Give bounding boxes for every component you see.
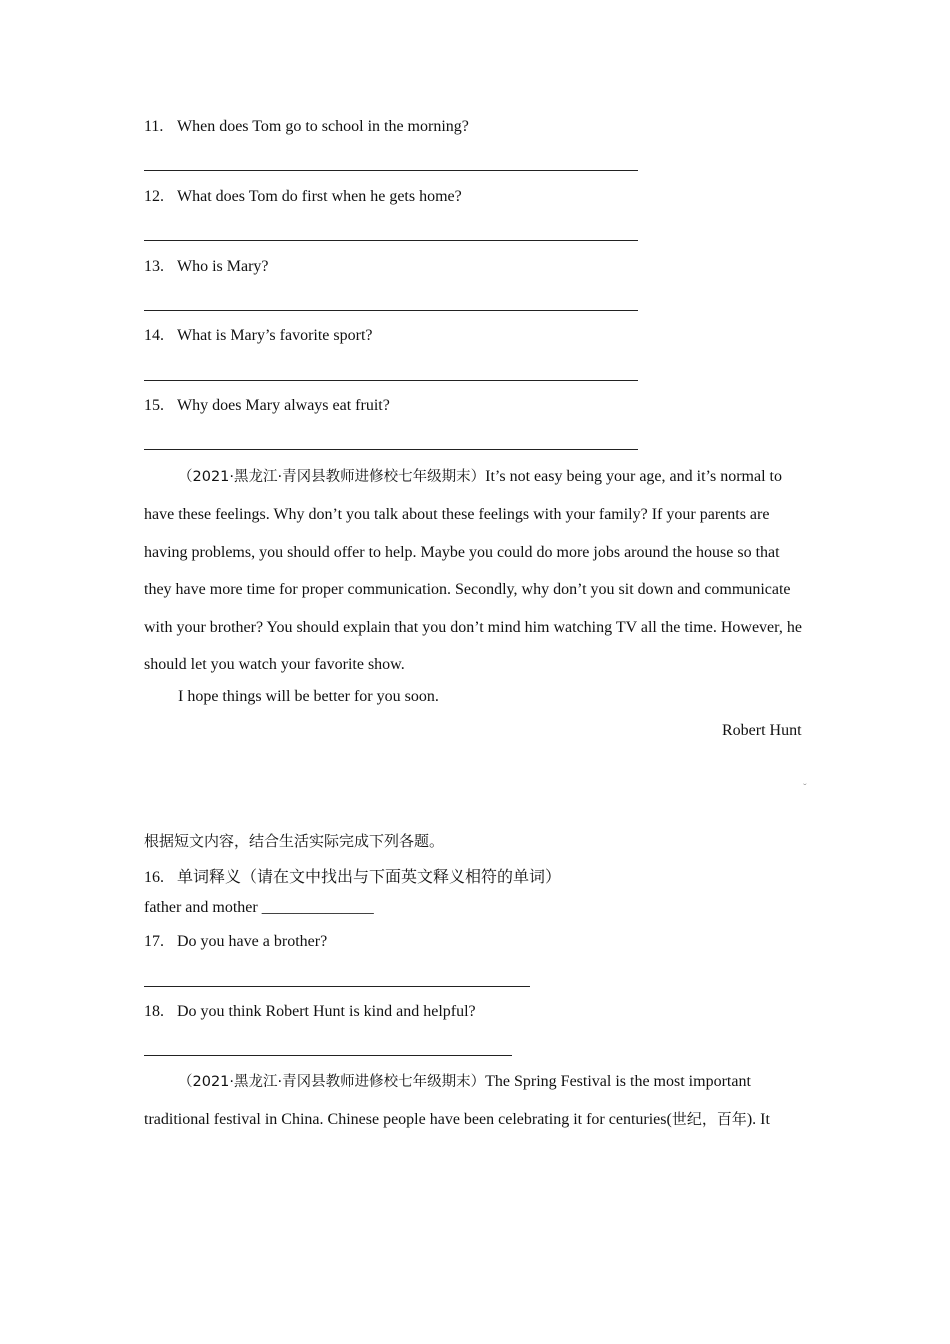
question-number: 16.: [144, 869, 164, 886]
answer-line-13[interactable]: [144, 310, 638, 311]
question-text: What does Tom do first when he gets home?: [177, 188, 462, 205]
question-text: Do you have a brother?: [177, 933, 328, 950]
passage-closing: I hope things will be better for you soon.: [178, 688, 439, 705]
definition-prompt: father and mother: [144, 899, 258, 916]
question-number: 14.: [144, 327, 164, 344]
passage-2: [144, 1063, 809, 1139]
passage-body: It’s not easy being your age, and it’s normal to have these feelings. Why don’t you talk about these feelings with your family? If your parents are having problems, you should offer to help. Maybe you could do more jobs around the house so that they have more time for proper communication. Secondly, why don’t you sit down and communicate with your brother? You should explain that you don’t mind him watching TV all the time. However, he should let you watch your favorite show.: [144, 468, 802, 674]
passage-gloss: 世纪，百年: [671, 1110, 747, 1129]
question-number: 13.: [144, 258, 164, 275]
question-11: [144, 118, 469, 136]
signature: Robert Hunt: [722, 722, 802, 739]
passage-1: [144, 458, 809, 683]
answer-line-11[interactable]: [144, 170, 638, 171]
passage-source: （2021·黑龙江·青冈县教师进修校七年级期末）: [178, 1074, 486, 1090]
passage-body-end: ). It: [746, 1111, 770, 1129]
answer-line-17[interactable]: [144, 986, 530, 987]
question-number: 12.: [144, 188, 164, 205]
question-18: [144, 1003, 476, 1021]
definition-row: [144, 899, 374, 917]
instruction: 根据短文内容，结合生活实际完成下列各题。: [144, 832, 445, 850]
question-13: [144, 258, 269, 276]
paragraph-mark: ˇ: [803, 782, 807, 794]
passage-source: （2021·黑龙江·青冈县教师进修校七年级期末）: [178, 469, 486, 485]
question-number: 11.: [144, 118, 164, 135]
definition-blank[interactable]: ______________: [261, 899, 374, 916]
question-number: 17.: [144, 933, 164, 950]
question-number: 18.: [144, 1003, 164, 1020]
question-text: What is Mary’s favorite sport?: [177, 327, 373, 344]
answer-line-12[interactable]: [144, 240, 638, 241]
answer-line-15[interactable]: [144, 449, 638, 450]
question-12: [144, 188, 462, 206]
question-text: When does Tom go to school in the morning?: [177, 118, 469, 135]
question-14: [144, 327, 373, 345]
question-number: 15.: [144, 397, 164, 414]
passage-body-start: The Spring Festival is the most important traditional festival in China. Chinese people have been celebrating it for centuries(: [144, 1073, 751, 1129]
question-16: [144, 864, 561, 887]
question-text: Do you think Robert Hunt is kind and helpful?: [177, 1003, 476, 1020]
question-17: [144, 933, 327, 951]
answer-line-14[interactable]: [144, 380, 638, 381]
question-text: Why does Mary always eat fruit?: [177, 397, 390, 414]
answer-line-18[interactable]: [144, 1055, 512, 1056]
question-15: [144, 397, 390, 415]
question-title: 单词释义（请在文中找出与下面英文释义相符的单词）: [177, 867, 562, 886]
question-text: Who is Mary?: [177, 258, 269, 275]
